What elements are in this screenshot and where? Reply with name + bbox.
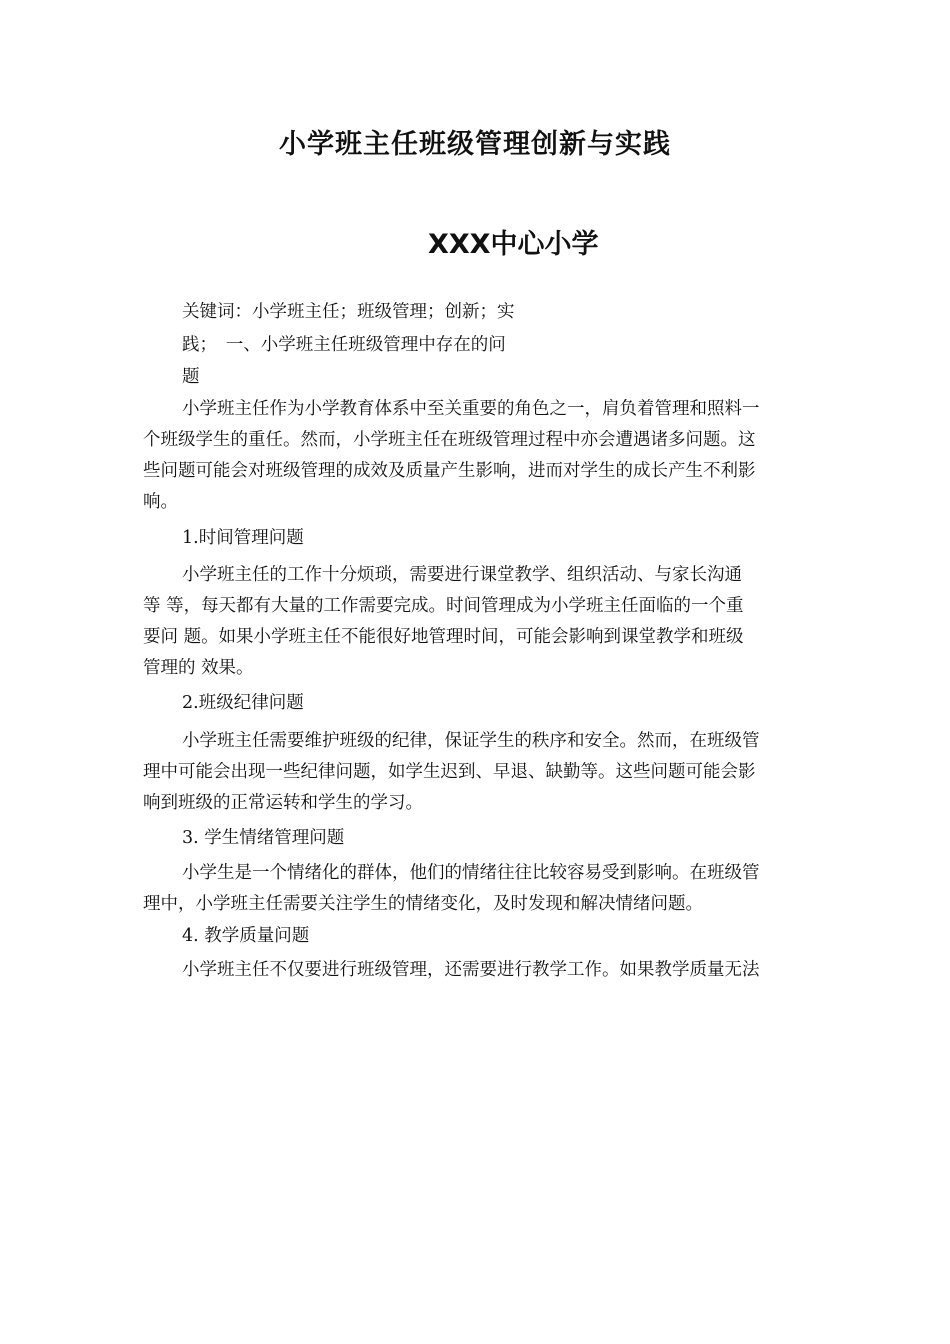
paragraph-line: 些问题可能会对班级管理的成效及质量产生影响，进而对学生的成长产生不利影: [143, 461, 756, 481]
school-name: XXX中心小学: [428, 229, 599, 260]
keywords-line: 题: [182, 367, 200, 387]
section-heading: 1.时间管理问题: [182, 528, 304, 548]
section-heading: 4. 教学质量问题: [182, 926, 310, 946]
document-title: 小学班主任班级管理创新与实践: [279, 129, 671, 160]
keywords-line: 践； 一、小学班主任班级管理中存在的问: [182, 335, 506, 355]
paragraph-line: 小学班主任不仅要进行班级管理，还需要进行教学工作。如果教学质量无法: [182, 960, 760, 980]
paragraph-line: 小学班主任的工作十分烦琐，需要进行课堂教学、组织活动、与家长沟通: [182, 565, 742, 585]
paragraph-line: 理中可能会出现一些纪律问题，如学生迟到、早退、缺勤等。这些问题可能会影: [143, 762, 756, 782]
paragraph-line: 小学班主任作为小学教育体系中至关重要的角色之一，肩负着管理和照料一: [182, 399, 760, 419]
paragraph-line: 响到班级的正常运转和学生的学习。: [143, 793, 423, 813]
section-heading: 2.班级纪律问题: [182, 693, 304, 713]
paragraph-line: 个班级学生的重任。然而，小学班主任在班级管理过程中亦会遭遇诸多问题。这: [143, 430, 756, 450]
paragraph-line: 小学班主任需要维护班级的纪律，保证学生的秩序和安全。然而，在班级管: [182, 731, 760, 751]
paragraph-line: 管理的 效果。: [143, 658, 254, 678]
keywords-line: 关键词：小学班主任；班级管理；创新；实: [182, 302, 515, 322]
paragraph-line: 等 等，每天都有大量的工作需要完成。时间管理成为小学班主任面临的一个重: [143, 596, 744, 616]
paragraph-line: 理中，小学班主任需要关注学生的情绪变化，及时发现和解决情绪问题。: [143, 894, 703, 914]
paragraph-line: 要问 题。如果小学班主任不能很好地管理时间，可能会影响到课堂教学和班级: [143, 627, 744, 647]
paragraph-line: 小学生是一个情绪化的群体，他们的情绪往往比较容易受到影响。在班级管: [182, 863, 760, 883]
section-heading: 3. 学生情绪管理问题: [182, 828, 345, 848]
paragraph-line: 响。: [143, 492, 178, 512]
